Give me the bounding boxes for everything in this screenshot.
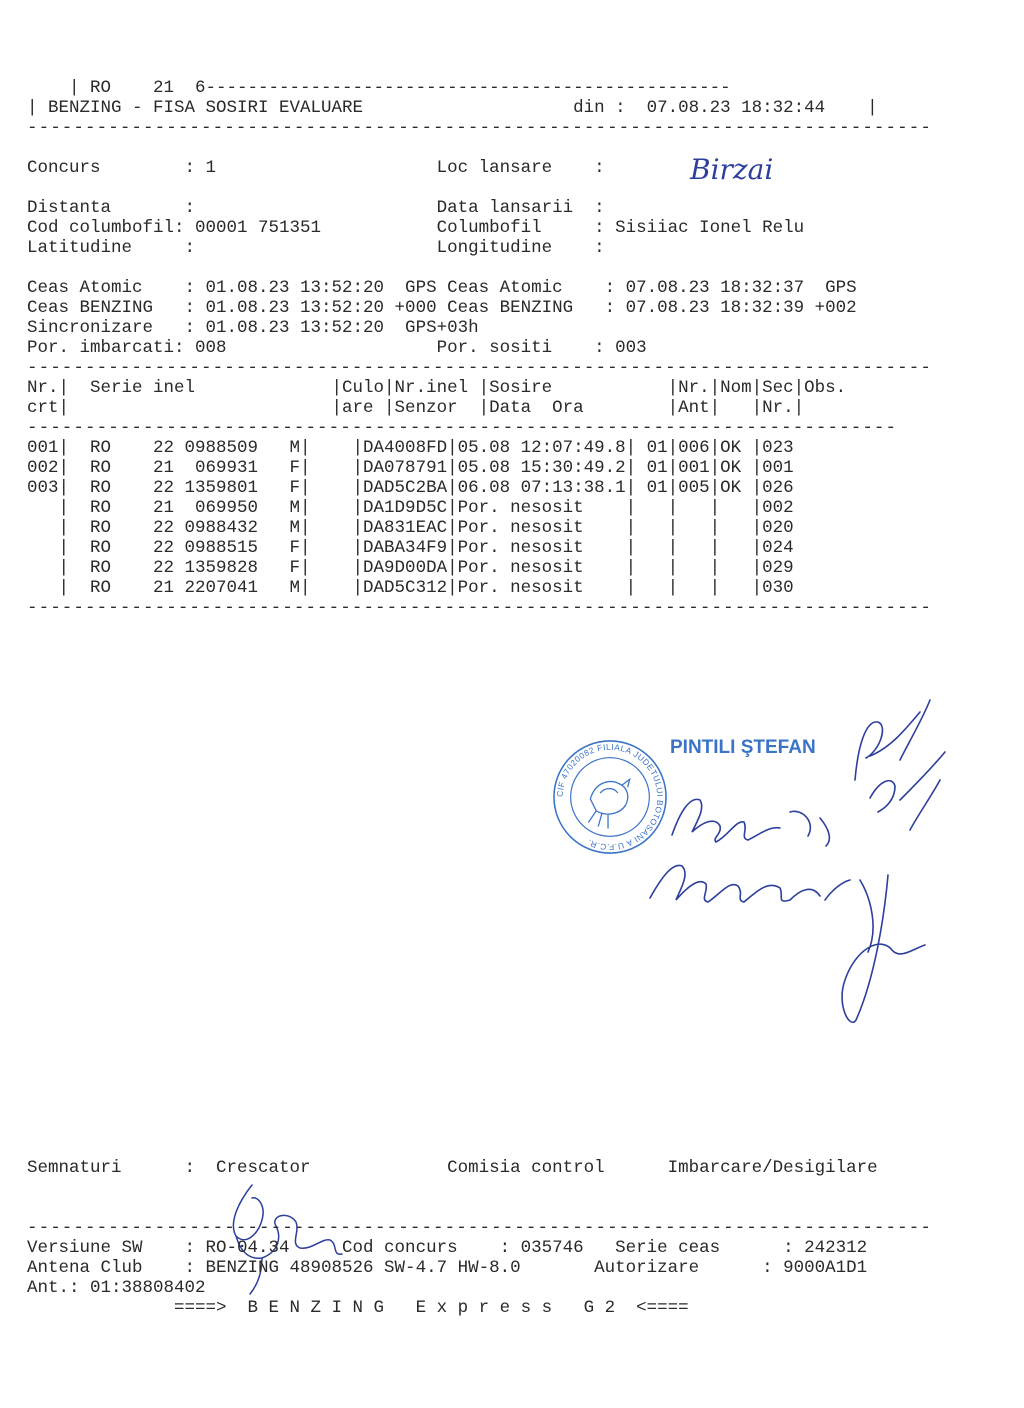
table-row: | RO 22 1359828 F| |DA9D00DA|Por. nesosit | | | |029 [27,558,794,578]
svg-text:CIF 47020082 FILIALA JUDETULUI [555,742,666,853]
footer-ant-line: Ant.: 01:38808402 [27,1278,206,1298]
table-row: | RO 21 2207041 M| |DAD5C312|Por. nesosit | | | |030 [27,578,794,598]
table-row: 003| RO 22 1359801 F| |DAD5C2BA|06.08 07:13:38.1| 01|005|OK |026 [27,478,794,498]
info-cod-columbofil-line: Cod columbofil: 00001 751351 Columbofil : Sisiiac Ionel Relu [27,218,805,238]
info-concurs-line: Concurs : 1 Loc lansare : [27,158,605,178]
table-row: | RO 22 0988432 M| |DA831EAC|Por. nesosit | | | |020 [27,518,794,538]
table-header-row-2: crt| |are |Senzor |Data Ora |Ant| |Nr.| [27,398,805,418]
table-row: 002| RO 21 069931 F| |DA078791|05.08 15:30:49.2| 01|001|OK |001 [27,458,794,478]
info-ceas-benzing-line: Ceas BENZING : 01.08.23 13:52:20 +000 Ceas BENZING : 07.08.23 18:32:39 +002 [27,298,857,318]
page-title: | BENZING - FISA SOSIRI EVALUARE din : 07.08.23 18:32:44 | [27,98,878,118]
footer-versiune-line: Versiune SW : RO-04.34 Cod concurs : 035746 Serie ceas : 242312 [27,1238,868,1258]
stamp-name: PINTILI ŞTEFAN [670,737,816,758]
divider: ------------------------------------------------------------------------------ [27,118,932,138]
divider: ------------------------------------------------------------------------------ [27,358,932,378]
official-stamp-icon [551,738,669,856]
info-sincronizare-line: Sincronizare : 01.08.23 13:52:20 GPS+03h [27,318,479,338]
header-ring-line: | RO 21 6-------------------------------------------------- [27,78,731,98]
info-ceas-atomic-line: Ceas Atomic : 01.08.23 13:52:20 GPS Ceas Atomic : 07.08.23 18:32:37 GPS [27,278,857,298]
info-distanta-line: Distanta : Data lansarii : [27,198,605,218]
footer-brand-line: ====> B E N Z I N G E x p r e s s G 2 <==== [27,1298,689,1318]
divider: ------------------------------------------------------------------------------ [27,598,932,618]
divider: --------------------------------------------------------------------------- [27,418,898,438]
table-row: 001| RO 22 0988509 M| |DA4008FD|05.08 12:07:49.8| 01|006|OK |023 [27,438,794,458]
stamp-ring-text: CIF 47020082 FILIALA JUDETULUI BOTOSANI A U.F.C.R. [554,741,666,853]
info-porumbei-line: Por. imbarcati: 008 Por. sositi : 003 [27,338,647,358]
footer-antena-line: Antena Club : BENZING 48908526 SW-4.7 HW-8.0 Autorizare : 9000A1D1 [27,1258,868,1278]
divider: ------------------------------------------------------------------------------ [27,1218,932,1238]
table-row: | RO 21 069950 M| |DA1D9D5C|Por. nesosit | | | |002 [27,498,794,518]
table-row: | RO 22 0988515 F| |DABA34F9|Por. nesosit | | | |024 [27,538,794,558]
info-latitudine-line: Latitudine : Longitudine : [27,238,605,258]
loc-lansare-handwritten: Birzai [690,153,774,186]
signatures-line: Semnaturi : Crescator Comisia control Imbarcare/Desigilare [27,1158,878,1178]
table-header-row-1: Nr.| Serie inel |Culo|Nr.inel |Sosire |Nr.|Nom|Sec|Obs. [27,378,847,398]
